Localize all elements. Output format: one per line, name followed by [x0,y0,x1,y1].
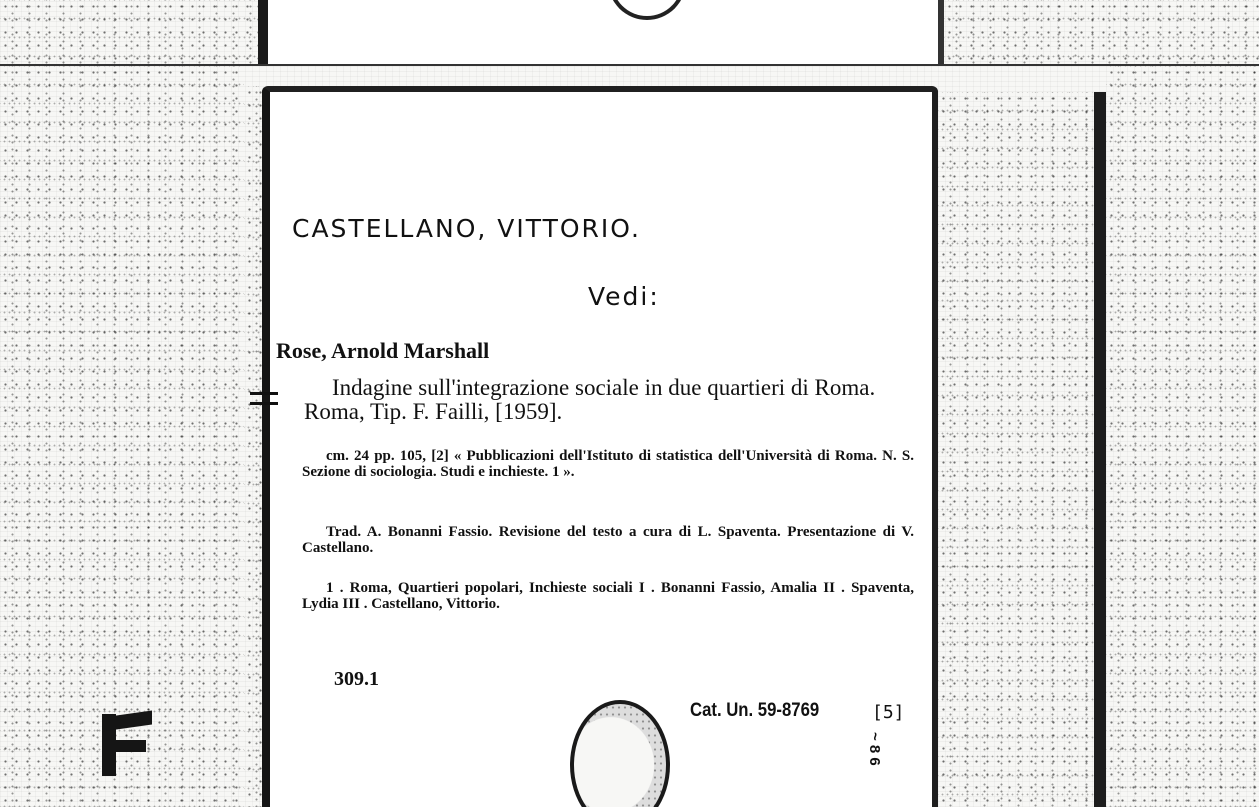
catalog-card [262,86,938,807]
catalog-number: Cat. Un. 59-8769 [690,700,820,721]
previous-card-edge [258,0,944,66]
card-right-shadow [938,92,1106,807]
card-left-shadow [244,86,262,807]
vertical-code: ~ 8 6 [866,732,883,766]
card-notch [250,388,278,410]
frame-divider [0,64,1259,66]
top-right-noise [944,0,1259,64]
top-left-noise [0,0,258,64]
subject-tracings: 1 . Roma, Quartieri popolari, Inchieste sociali I . Bonanni Fassio, Amalia II . Spaventa, Lydia III . Castellano, Vittorio. [302,580,914,612]
left-background-noise [0,66,244,807]
call-number: 309.1 [334,668,379,690]
right-background-noise [1106,66,1259,807]
author-name: Rose, Arnold Marshall [276,338,490,363]
see-reference-label: Vedi: [588,282,660,311]
previous-card-hole [608,0,686,20]
card-heading: CASTELLANO, VITTORIO. [292,214,641,243]
bracket-code: [5] [872,702,905,723]
translation-note: Trad. A. Bonanni Fassio. Revisione del testo a cura di L. Spaventa. Presentazione di V. Castellano. [302,524,914,556]
f-stamp-icon [102,708,162,776]
physical-description: cm. 24 pp. 105, [2] « Pubblicazioni dell'Istituto di statistica dell'Università di Roma. N. S. Sezione di sociologia. Studi e inchieste. 1 ». [302,448,914,480]
book-title: Indagine sull'integrazione sociale in due quartieri di Roma. Roma, Tip. F. Failli, [1959]. [304,375,876,424]
card-right-edge [1094,92,1106,807]
